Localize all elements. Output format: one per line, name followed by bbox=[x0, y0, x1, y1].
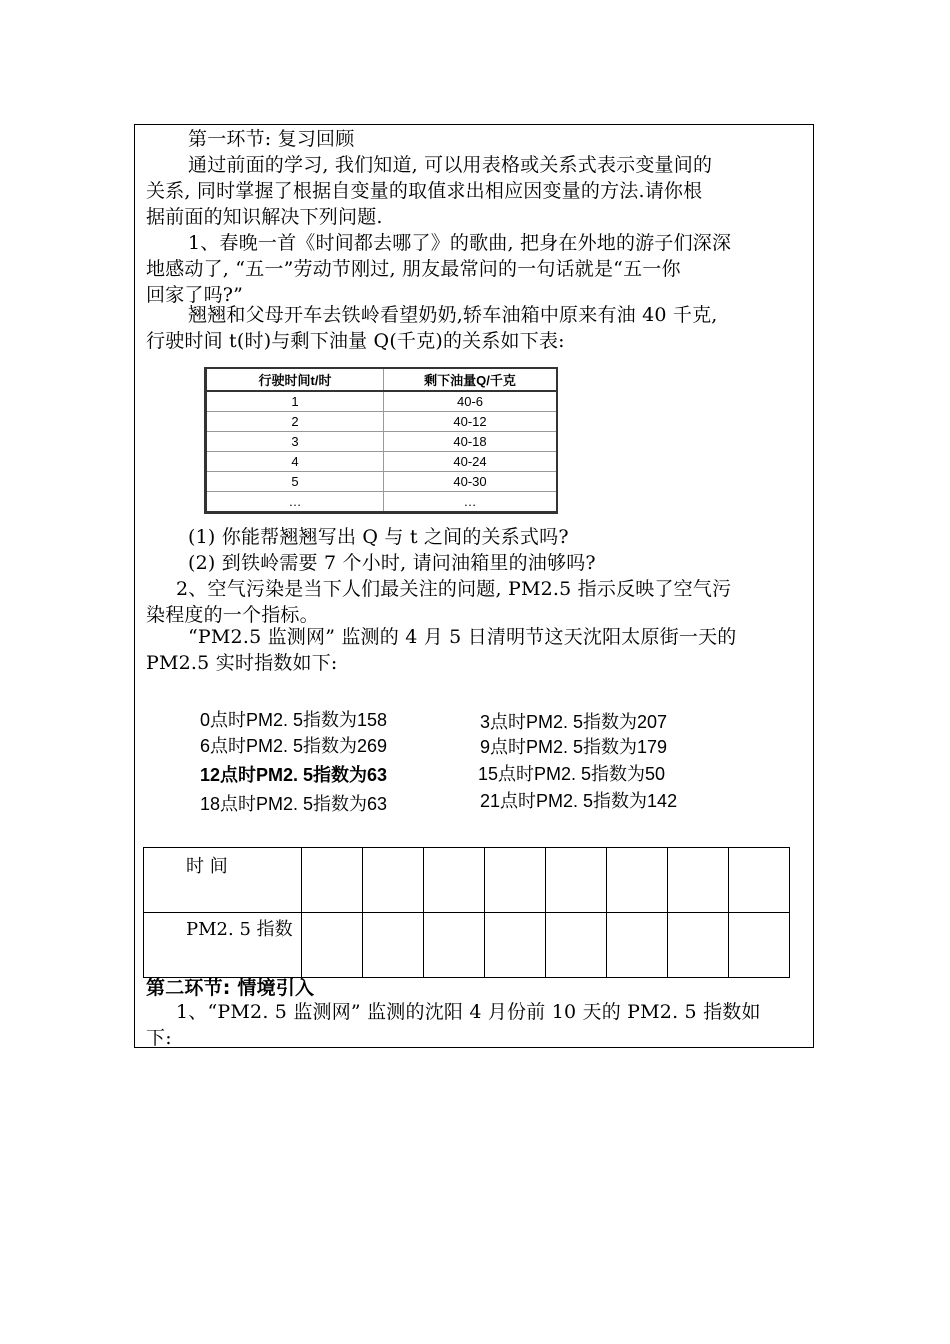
q1-line-1: 1、春晚一首《时间都去哪了》的歌曲, 把身在外地的游子们深深 bbox=[188, 232, 732, 254]
intro-line-1: 通过前面的学习, 我们知道, 可以用表格或关系式表示变量间的 bbox=[188, 154, 713, 176]
blank-cell[interactable] bbox=[668, 848, 729, 913]
blank-cell[interactable] bbox=[729, 913, 790, 978]
story-line-1: 翘翘和父母开车去铁岭看望奶奶,轿车油箱中原来有油 40 千克, bbox=[188, 304, 718, 326]
pm-reading: 9点时PM2. 5指数为179 bbox=[480, 737, 668, 757]
fuel-cell: 1 bbox=[206, 391, 384, 412]
pm-reading: 21点时PM2. 5指数为142 bbox=[480, 791, 678, 811]
blank-cell[interactable] bbox=[729, 848, 790, 913]
fuel-cell: … bbox=[384, 492, 558, 513]
blank-cell[interactable] bbox=[607, 848, 668, 913]
q1-line-3: 回家了吗?” bbox=[146, 284, 244, 306]
fuel-cell: 3 bbox=[206, 432, 384, 452]
sub-question-2: (2) 到铁岭需要 7 个小时, 请问油箱里的油够吗? bbox=[188, 552, 596, 574]
pm-reading: 3点时PM2. 5指数为207 bbox=[480, 712, 668, 732]
section2-heading: 第二环节: 情境引入 bbox=[146, 977, 315, 999]
blank-cell[interactable] bbox=[302, 848, 363, 913]
blank-cell[interactable] bbox=[424, 913, 485, 978]
q2-line-1: 2、空气污染是当下人们最关注的问题, PM2.5 指示反映了空气污 bbox=[176, 578, 732, 600]
pm-reading: 6点时PM2. 5指数为269 bbox=[200, 736, 388, 756]
q2-line-3: “PM2.5 监测网” 监测的 4 月 5 日清明节这天沈阳太原街一天的 bbox=[188, 626, 737, 648]
q1-line-2: 地感动了, “五一”劳动节刚过, 朋友最常问的一句话就是“五一你 bbox=[146, 258, 681, 280]
q2-line-4: PM2.5 实时指数如下: bbox=[146, 652, 338, 674]
blank-cell[interactable] bbox=[363, 848, 424, 913]
blank-table-pm-label: PM2. 5 指数 bbox=[144, 913, 302, 978]
sub-question-1: (1) 你能帮翘翘写出 Q 与 t 之间的关系式吗? bbox=[188, 526, 569, 548]
story-line-2: 行驶时间 t(时)与剩下油量 Q(千克)的关系如下表: bbox=[146, 330, 565, 352]
blank-cell[interactable] bbox=[485, 913, 546, 978]
pm-reading: 0点时PM2. 5指数为158 bbox=[200, 710, 388, 730]
fuel-cell: 40-6 bbox=[384, 391, 558, 412]
fuel-header-oil: 剩下油量Q/千克 bbox=[384, 368, 558, 391]
blank-cell[interactable] bbox=[607, 913, 668, 978]
intro-line-2: 关系, 同时掌握了根据自变量的取值求出相应因变量的方法.请你根 bbox=[146, 180, 703, 202]
intro-line-3: 据前面的知识解决下列问题. bbox=[146, 206, 383, 228]
section1-heading: 第一环节: 复习回顾 bbox=[188, 128, 355, 150]
blank-cell[interactable] bbox=[668, 913, 729, 978]
fuel-cell: 2 bbox=[206, 412, 384, 432]
pm-reading: 15点时PM2. 5指数为50 bbox=[478, 764, 666, 784]
blank-cell[interactable] bbox=[546, 848, 607, 913]
pm-reading: 18点时PM2. 5指数为63 bbox=[200, 794, 388, 814]
section2-line-2: 下: bbox=[146, 1027, 172, 1049]
blank-cell[interactable] bbox=[424, 848, 485, 913]
fuel-header-time: 行驶时间t/时 bbox=[206, 368, 384, 391]
fuel-cell: 40-12 bbox=[384, 412, 558, 432]
blank-cell[interactable] bbox=[485, 848, 546, 913]
pm-reading: 12点时PM2. 5指数为63 bbox=[200, 765, 388, 785]
blank-table-time-label: 时 间 bbox=[144, 848, 302, 913]
fuel-cell: 40-18 bbox=[384, 432, 558, 452]
fuel-cell: 4 bbox=[206, 452, 384, 472]
fuel-cell: 5 bbox=[206, 472, 384, 492]
blank-cell[interactable] bbox=[363, 913, 424, 978]
fuel-cell: 40-30 bbox=[384, 472, 558, 492]
fuel-cell: 40-24 bbox=[384, 452, 558, 472]
fuel-cell: … bbox=[206, 492, 384, 513]
pm-blank-table bbox=[143, 847, 790, 978]
blank-cell[interactable] bbox=[302, 913, 363, 978]
q2-line-2: 染程度的一个指标。 bbox=[146, 604, 319, 626]
section2-line-1: 1、“PM2. 5 监测网” 监测的沈阳 4 月份前 10 天的 PM2. 5 指数如 bbox=[176, 1001, 761, 1023]
fuel-table bbox=[204, 367, 558, 514]
blank-cell[interactable] bbox=[546, 913, 607, 978]
